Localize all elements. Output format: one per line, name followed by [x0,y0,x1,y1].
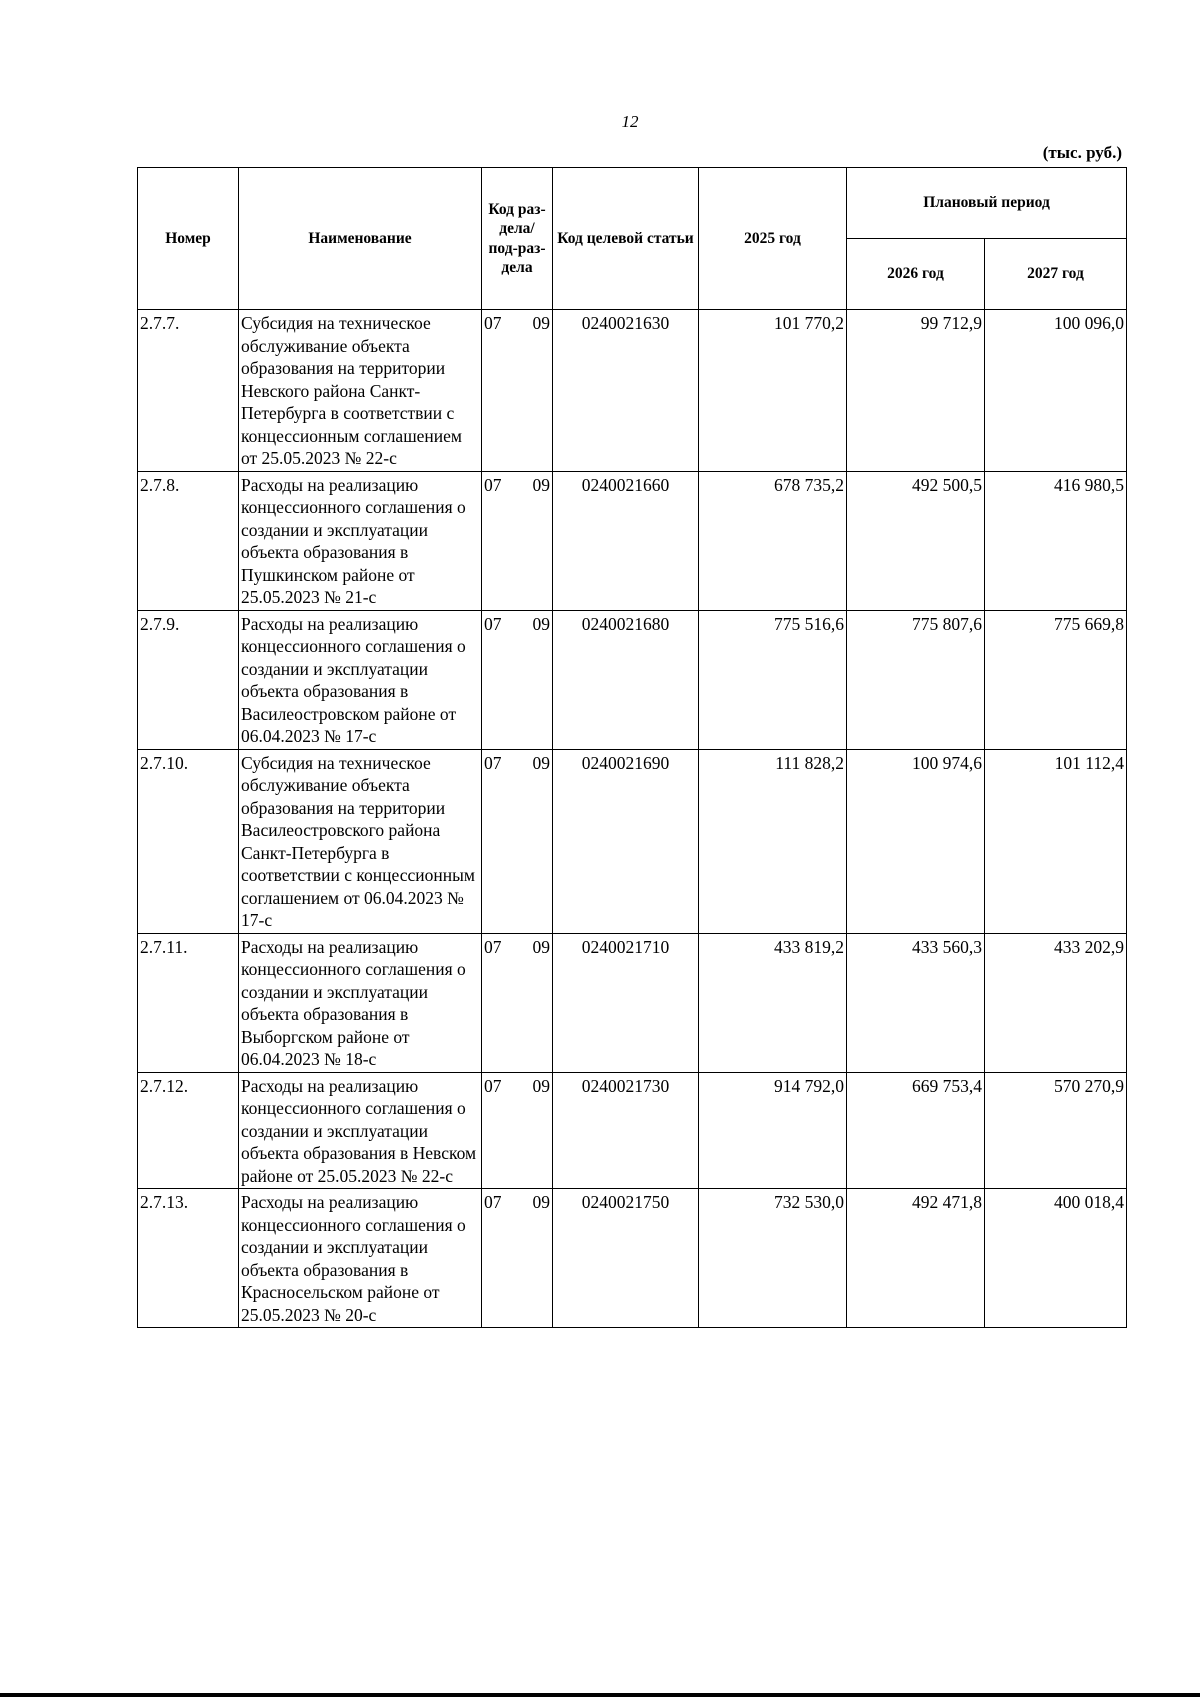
cell-kod-razdela [482,1072,553,1189]
table-row [138,1189,1127,1328]
cell-naimenovanie: Расходы на реализацию концессионного соглашения о создании и эксплуатации объекта образования в Василеостровском районе от 06.04.2023 № 17-с [239,610,482,749]
header-nomer: Номер [138,168,239,310]
header-planovy-period: Плановый период [847,168,1127,239]
cell-nomer: 2.7.8. [138,471,239,610]
cell-tselevaya-statya: 0240021690 [553,749,699,933]
cell-nomer: 2.7.12. [138,1072,239,1189]
cell-2027: 400 018,4 [985,1189,1127,1328]
cell-nomer: 2.7.10. [138,749,239,933]
cell-2026: 492 471,8 [847,1189,985,1328]
cell-tselevaya-statya: 0240021730 [553,1072,699,1189]
cell-2025: 775 516,6 [699,610,847,749]
cell-naimenovanie: Расходы на реализацию концессионного соглашения о создании и эксплуатации объекта образования в Пушкинском районе от 25.05.2023 № 21-с [239,471,482,610]
cell-razdel: 07 [484,474,502,495]
cell-nomer: 2.7.9. [138,610,239,749]
cell-naimenovanie: Расходы на реализацию концессионного соглашения о создании и эксплуатации объекта образования в Выборгском районе от 06.04.2023 № 18-с [239,933,482,1072]
units-label: (тыс. руб.) [1042,143,1122,162]
cell-podrazdel: 09 [532,1075,550,1096]
table-row [138,933,1127,1072]
header-naimenovanie: Наименование [239,168,482,310]
cell-nomer: 2.7.11. [138,933,239,1072]
header-row-1 [138,168,1127,239]
cell-razdel: 07 [484,936,502,957]
scan-border [0,1693,1200,1697]
cell-kod-razdela [482,310,553,472]
cell-kod-razdela [482,1189,553,1328]
table-row [138,610,1127,749]
table-row [138,1072,1127,1189]
header-2026: 2026 год [847,239,985,310]
cell-2025: 914 792,0 [699,1072,847,1189]
cell-razdel: 07 [484,1192,502,1212]
cell-2027: 416 980,5 [985,471,1127,610]
cell-podrazdel: 09 [532,936,550,957]
cell-razdel: 07 [484,752,502,773]
cell-kod-razdela [482,471,553,610]
cell-2026: 492 500,5 [847,471,985,610]
cell-2026: 100 974,6 [847,749,985,933]
cell-2025: 111 828,2 [699,749,847,933]
table-row [138,310,1127,472]
cell-podrazdel: 09 [532,313,550,333]
cell-naimenovanie: Субсидия на техническое обслуживание объекта образования на территории Василеостровского района Санкт-Петербурга в соответствии с концессионным соглашением от 06.04.2023 № 17-с [239,749,482,933]
cell-podrazdel: 09 [532,474,550,495]
cell-kod-razdela [482,933,553,1072]
cell-tselevaya-statya: 0240021680 [553,610,699,749]
cell-tselevaya-statya: 0240021710 [553,933,699,1072]
cell-2026: 775 807,6 [847,610,985,749]
cell-2027: 100 096,0 [985,310,1127,472]
cell-2027: 570 270,9 [985,1072,1127,1189]
cell-2026: 433 560,3 [847,933,985,1072]
header-kod-tselevoy-stati: Код целевой статьи [553,168,699,310]
page-number: 12 [621,112,639,131]
cell-2026: 99 712,9 [847,310,985,472]
budget-table [137,167,1127,1328]
cell-tselevaya-statya: 0240021630 [553,310,699,472]
cell-2025: 732 530,0 [699,1189,847,1328]
cell-naimenovanie: Расходы на реализацию концессионного соглашения о создании и эксплуатации объекта образования в Невском районе от 25.05.2023 № 22-с [239,1072,482,1189]
cell-2027: 775 669,8 [985,610,1127,749]
cell-podrazdel: 09 [532,1192,550,1212]
cell-2026: 669 753,4 [847,1072,985,1189]
cell-razdel: 07 [484,313,502,333]
cell-nomer: 2.7.7. [138,310,239,472]
cell-podrazdel: 09 [532,752,550,773]
cell-2027: 433 202,9 [985,933,1127,1072]
table-row [138,749,1127,933]
cell-2025: 433 819,2 [699,933,847,1072]
cell-2027: 101 112,4 [985,749,1127,933]
table-header [138,168,1127,310]
cell-naimenovanie: Субсидия на техническое обслуживание объекта образования на территории Невского района Санкт-Петербурга в соответствии с концессионным соглашением от 25.05.2023 № 22-с [239,310,482,472]
table-body [138,310,1127,1328]
cell-razdel: 07 [484,1075,502,1096]
cell-nomer: 2.7.13. [138,1189,239,1328]
cell-tselevaya-statya: 0240021660 [553,471,699,610]
cell-2025: 101 770,2 [699,310,847,472]
cell-tselevaya-statya: 0240021750 [553,1189,699,1328]
cell-naimenovanie: Расходы на реализацию концессионного соглашения о создании и эксплуатации объекта образования в Красносельском районе от 25.05.2023 № 20-с [239,1189,482,1328]
cell-kod-razdela [482,610,553,749]
header-2027: 2027 год [985,239,1127,310]
table-row [138,471,1127,610]
cell-podrazdel: 09 [532,613,550,634]
cell-kod-razdela [482,749,553,933]
header-kod-razdela: Код раз-дела/ под-раз-дела [482,168,553,310]
cell-2025: 678 735,2 [699,471,847,610]
cell-razdel: 07 [484,613,502,634]
header-2025: 2025 год [699,168,847,310]
